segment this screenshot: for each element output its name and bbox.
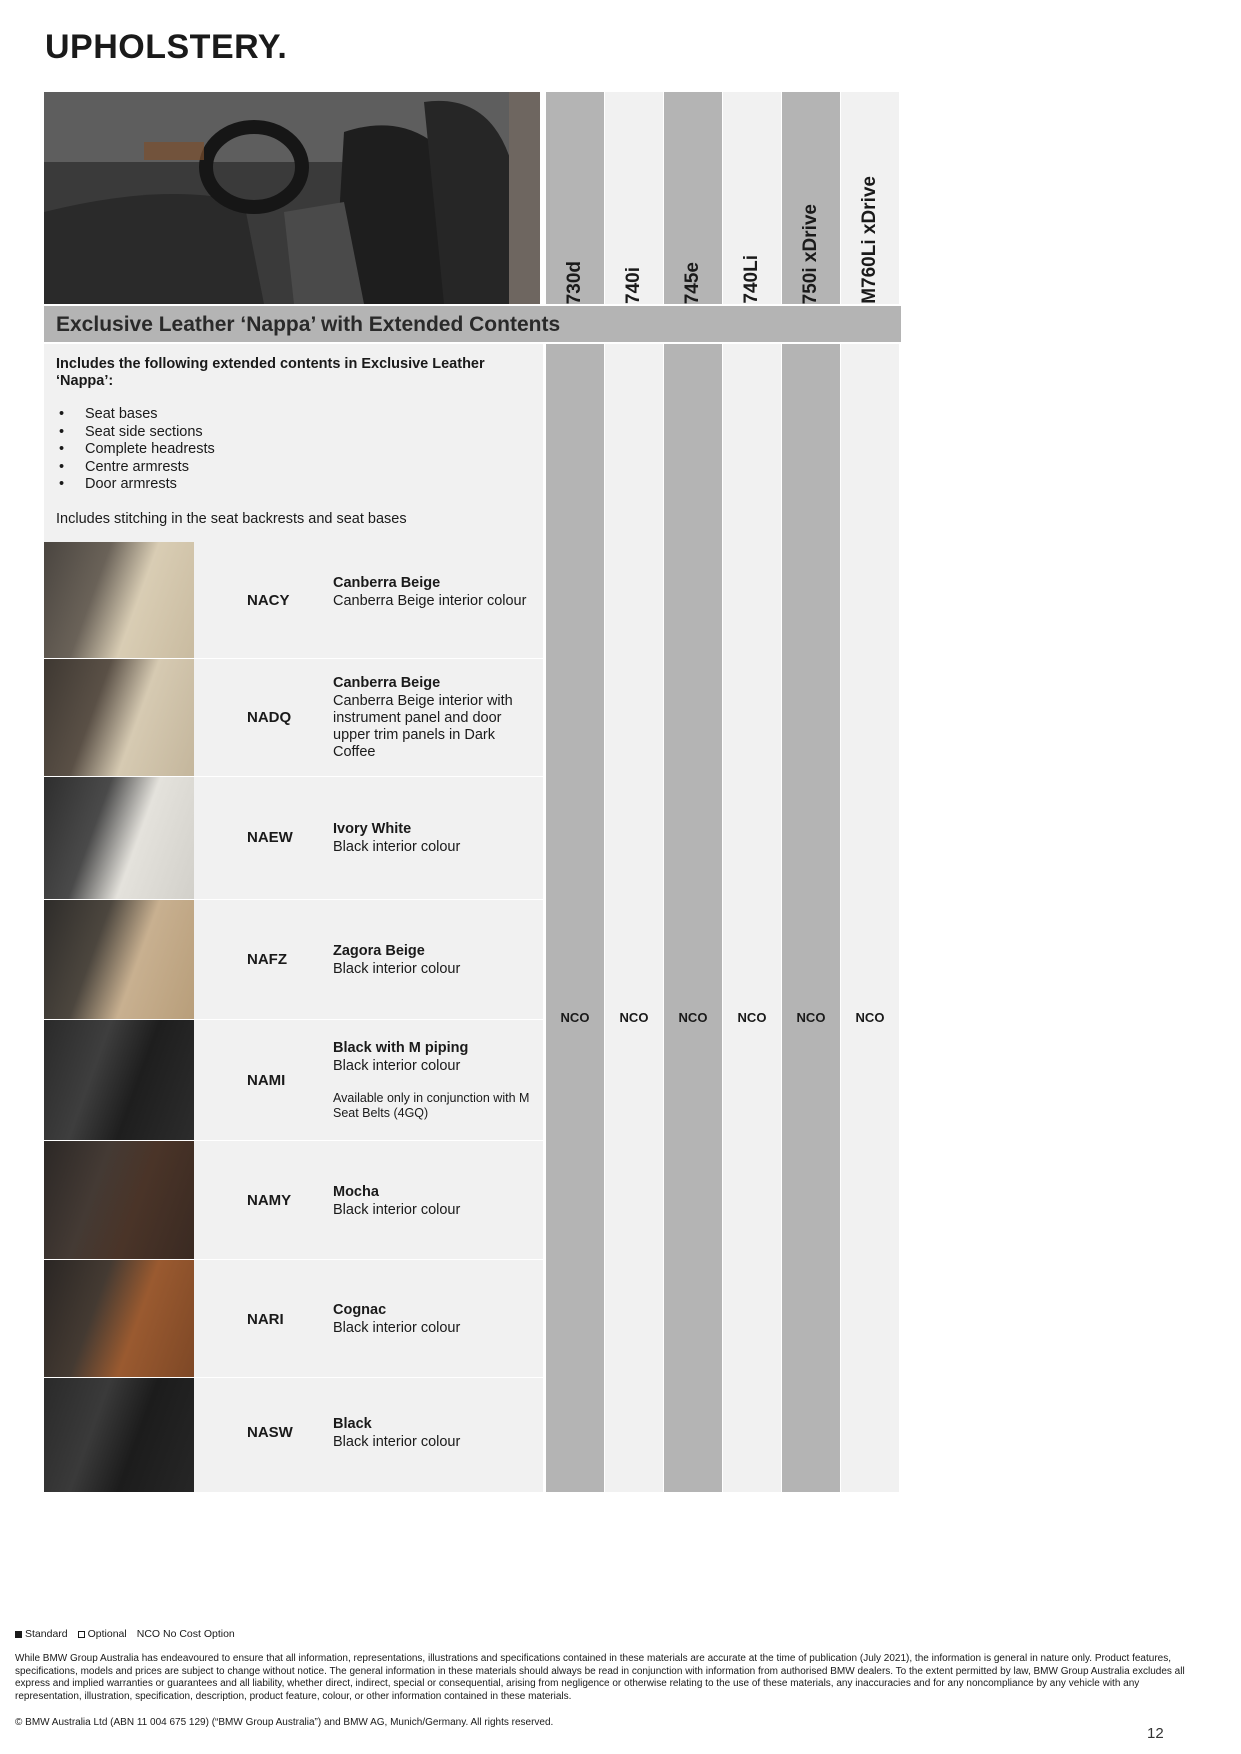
legend-optional-label: Optional — [87, 1628, 127, 1640]
table-row-nami — [44, 1020, 543, 1141]
option-description: Black interior colour — [333, 1202, 461, 1218]
table-row-nafz — [44, 900, 543, 1020]
model-column-m760li-xdrive — [841, 92, 899, 304]
option-name: Ivory White — [333, 821, 412, 837]
model-column-730d — [546, 92, 604, 304]
hero-interior-image — [44, 92, 540, 304]
availability-740i: NCO — [619, 1010, 649, 1025]
option-name: Canberra Beige — [333, 575, 441, 591]
model-label: 750i xDrive — [800, 203, 821, 304]
swatch-image — [44, 777, 194, 899]
option-description: Black interior colour — [333, 1434, 461, 1450]
model-label: 745e — [682, 261, 703, 304]
option-name: Cognac — [333, 1302, 387, 1318]
swatch-image — [44, 900, 194, 1019]
page-number: 12 — [1147, 1725, 1164, 1742]
option-code: NASW — [247, 1424, 293, 1441]
option-code: NAMI — [247, 1072, 286, 1089]
option-code: NACY — [247, 592, 290, 609]
swatch-image — [44, 1260, 194, 1377]
filled-square-icon — [15, 1631, 22, 1638]
legend — [15, 1628, 235, 1640]
availability-730d: NCO — [560, 1010, 590, 1025]
swatch-image — [44, 1020, 194, 1140]
availability-m760li-xdrive: NCO — [855, 1010, 885, 1025]
list-item: • Seat bases — [56, 406, 215, 424]
intro-box — [44, 344, 543, 542]
intro-list — [56, 406, 215, 494]
column-stripe — [546, 344, 604, 1492]
option-note: Available only in conjunction with M Seat Belts (4GQ) — [333, 1091, 530, 1120]
swatch-image — [44, 542, 194, 658]
option-code: NAFZ — [247, 951, 287, 968]
copyright: © BMW Australia Ltd (ABN 11 004 675 129) (“BMW Group Australia”) and BMW AG, Munich/Germany. All rights reserved. — [15, 1717, 554, 1728]
model-column-740i — [605, 92, 663, 304]
swatch-image — [44, 1141, 194, 1259]
column-stripe — [841, 344, 899, 1492]
option-name: Black — [333, 1416, 372, 1432]
availability-745e: NCO — [678, 1010, 708, 1025]
legend-standard-label: Standard — [25, 1628, 68, 1640]
list-item: • Seat side sections — [56, 424, 215, 442]
table-row-nasw — [44, 1378, 543, 1492]
table-row-nari — [44, 1260, 543, 1378]
swatch-image — [44, 1378, 194, 1492]
column-stripe — [782, 344, 840, 1492]
option-description: Black interior colour — [333, 1320, 461, 1336]
option-name: Canberra Beige — [333, 675, 441, 691]
table-row-naew — [44, 777, 543, 900]
column-stripe — [723, 344, 781, 1492]
option-code: NAMY — [247, 1192, 292, 1209]
availability-750i-xdrive: NCO — [796, 1010, 826, 1025]
swatch-image — [44, 659, 194, 776]
option-description: Black interior colour — [333, 839, 461, 855]
empty-square-icon — [78, 1631, 85, 1638]
option-name: Mocha — [333, 1184, 379, 1200]
availability-740li: NCO — [737, 1010, 767, 1025]
option-description: Canberra Beige interior colour — [333, 593, 527, 609]
model-label: 730d — [564, 260, 585, 304]
legend-standard — [15, 1628, 68, 1640]
intro-heading: Includes the following extended contents in Exclusive Leather ‘Nappa’: — [56, 356, 485, 389]
list-item: • Complete headrests — [56, 441, 215, 459]
model-column-740li — [723, 92, 781, 304]
option-description: Canberra Beige interior with instrument panel and door upper trim panels in Dark Coffee — [333, 693, 513, 760]
intro-note: Includes stitching in the seat backrests and seat bases — [56, 511, 407, 527]
option-code: NARI — [247, 1311, 284, 1328]
model-label: 740Li — [741, 255, 762, 304]
list-item: • Centre armrests — [56, 459, 215, 477]
option-name: Black with M piping — [333, 1040, 469, 1056]
column-stripe — [605, 344, 663, 1492]
disclaimer: While BMW Group Australia has endeavoured to ensure that all information, representations, illustrations and specifications contained in these materials are accurate at the time of publication (July 2021), the information is general in nature only. Product features, specifications, models and prices are subject to change without notice. The general information in these materials should always be read in conjunction with information from authorised BMW dealers. To the extent permitted by law, BMW Group Australia excludes all express and implied warranties or guarantees and all liability, whether direct, indirect, special or consequential, arising from negligence or otherwise relating to the use of these materials, any inaccuracies and for any noncompliance by any vehicle with any representation, illustration, specification, description, product feature, colour, or other information contained in these materials. — [15, 1653, 1185, 1702]
legend-optional — [78, 1628, 127, 1640]
table-row-namy — [44, 1141, 543, 1260]
section-title: Exclusive Leather ‘Nappa’ with Extended Contents — [56, 313, 561, 336]
page-title: UPHOLSTERY. — [45, 28, 288, 66]
model-label: M760Li xDrive — [859, 176, 880, 304]
model-column-750i-xdrive — [782, 92, 840, 304]
option-description: Black interior colour — [333, 1058, 461, 1074]
option-code: NAEW — [247, 829, 293, 846]
option-description: Black interior colour — [333, 961, 461, 977]
table-row-nadq — [44, 659, 543, 777]
option-name: Zagora Beige — [333, 943, 425, 959]
legend-nco: NCO No Cost Option — [136, 1628, 235, 1640]
option-code: NADQ — [247, 709, 292, 726]
table-row-nacy — [44, 542, 543, 659]
model-label: 740i — [623, 267, 644, 304]
model-column-745e — [664, 92, 722, 304]
list-item: • Door armrests — [56, 476, 215, 494]
interior-illustration — [44, 92, 540, 304]
column-stripe — [664, 344, 722, 1492]
